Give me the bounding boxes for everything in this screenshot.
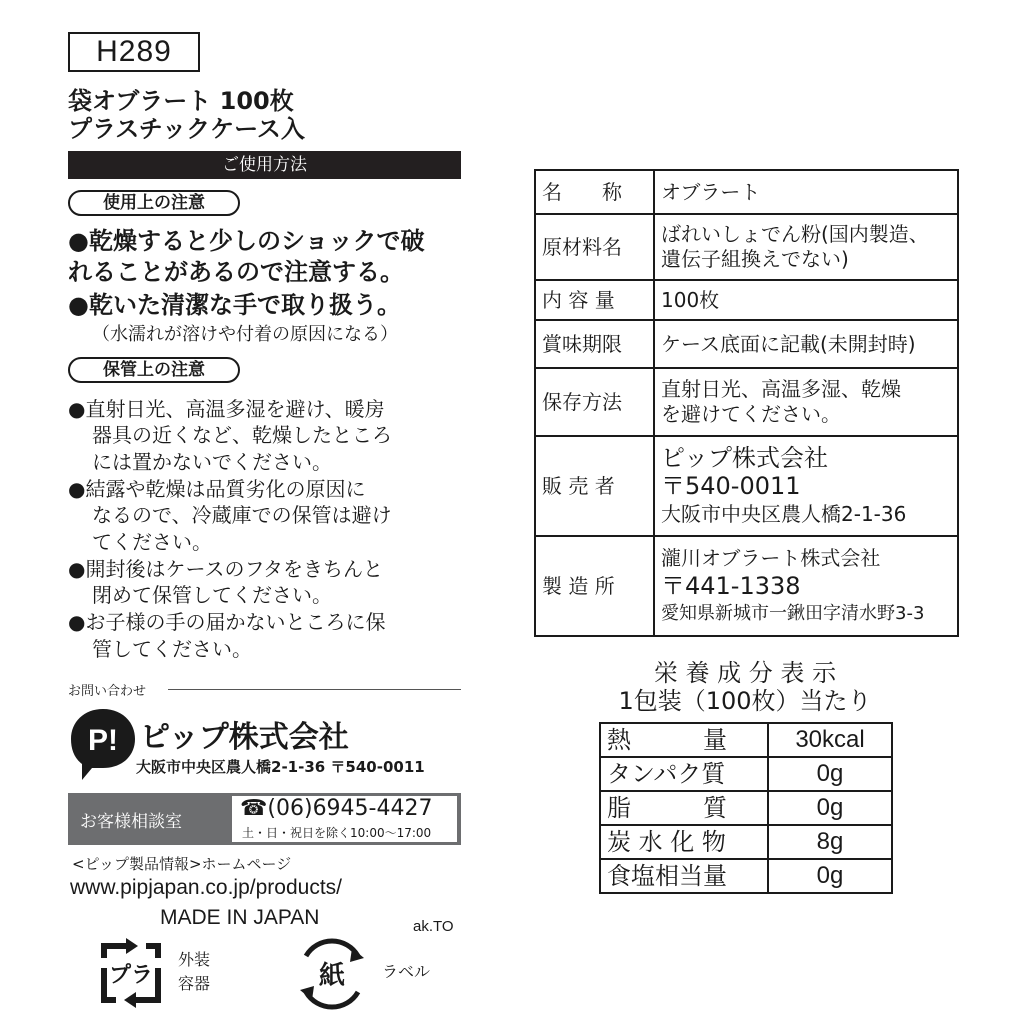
plastic-mark-text: プラ	[108, 963, 154, 988]
nutrient-value: 0g	[768, 757, 892, 791]
product-title-line1: 袋オブラート 100枚	[68, 87, 294, 115]
storage-line: てください。	[92, 530, 212, 554]
web-url[interactable]: www.pipjapan.co.jp/products/	[70, 876, 342, 899]
info-label: 名 称	[535, 170, 654, 214]
print-code: ak.TO	[413, 918, 454, 935]
storage-line: なるので、冷蔵庫での保管は避け	[92, 503, 392, 527]
storage-line: 閉めて保管してください。	[92, 583, 332, 607]
contact-company: ピップ株式会社	[140, 720, 349, 755]
nutrient-value: 30kcal	[768, 723, 892, 757]
pip-logo-text: P!	[88, 724, 118, 757]
table-row	[535, 280, 958, 320]
made-in: MADE IN JAPAN	[160, 906, 320, 929]
storage-line: ●直射日光、高温多湿を避け、暖房	[68, 397, 385, 421]
contact-divider	[168, 689, 461, 690]
info-value: オブラート	[654, 170, 958, 214]
info-value: ケース底面に記載(未開封時)	[654, 320, 958, 368]
info-label: 販 売 者	[535, 436, 654, 536]
nutrient-name: タンパク質	[600, 757, 768, 791]
web-label: <ピップ製品情報>ホームページ	[72, 855, 292, 873]
usage-bullet-2-note: （水濡れが溶けや付着の原因になる）	[92, 324, 398, 345]
table-row	[535, 170, 958, 214]
nutrient-name: 食塩相当量	[600, 859, 768, 893]
storage-line: 管してください。	[92, 637, 252, 661]
table-row	[535, 536, 958, 636]
storage-line: 器具の近くなど、乾燥したところ	[92, 423, 392, 447]
support-phone: ☎(06)6945-4427	[240, 796, 433, 821]
info-value: ばれいしょでん粉(国内製造、 遺伝子組換えでない)	[654, 214, 958, 280]
paper-label: ラベル	[382, 962, 431, 981]
storage-notes-label: 保管上の注意	[68, 357, 240, 383]
table-row	[535, 214, 958, 280]
nutrition-title: 栄 養 成 分 表 示	[653, 659, 837, 687]
table-row	[535, 436, 958, 536]
table-row	[535, 368, 958, 436]
storage-line: ●お子様の手の届かないところに保	[68, 610, 386, 634]
info-label: 保存方法	[535, 368, 654, 436]
nutrient-name: 脂 質	[600, 791, 768, 825]
product-title-line2: プラスチックケース入	[68, 115, 305, 143]
contact-address: 大阪市中央区農人橋2-1-36 〒540-0011	[136, 758, 425, 776]
table-row	[600, 723, 892, 757]
nutrient-value: 0g	[768, 859, 892, 893]
product-info-table	[534, 169, 959, 637]
info-value: 瀧川オブラート株式会社 〒441-1338 愛知県新城市一鍬田字清水野3-3	[654, 536, 958, 636]
nutrition-table	[599, 722, 893, 894]
table-row	[600, 859, 892, 893]
info-value: 100枚	[654, 280, 958, 320]
contact-label: お問い合わせ	[68, 684, 147, 699]
plastic-recycle-icon	[96, 938, 166, 1010]
plastic-label-1: 外装	[178, 950, 211, 969]
storage-line: ●結露や乾燥は品質劣化の原因に	[68, 477, 366, 501]
pip-logo-icon	[68, 706, 138, 780]
storage-line: には置かないでください。	[92, 450, 332, 474]
paper-mark-text: 紙	[318, 961, 346, 991]
nutrient-name: 熱 量	[600, 723, 768, 757]
nutrient-value: 8g	[768, 825, 892, 859]
paper-recycle-icon	[292, 936, 372, 1012]
support-label: お客様相談室	[80, 812, 182, 832]
table-row	[600, 825, 892, 859]
info-label: 賞味期限	[535, 320, 654, 368]
table-row	[600, 757, 892, 791]
info-label: 内 容 量	[535, 280, 654, 320]
usage-notes-label: 使用上の注意	[68, 190, 240, 216]
nutrition-subtitle: 1包装（100枚）当たり	[618, 687, 872, 715]
usage-bullet-1-line1: ●乾燥すると少しのショックで破	[68, 227, 425, 255]
info-value: 直射日光、高温多湿、乾燥 を避けてください。	[654, 368, 958, 436]
table-row	[535, 320, 958, 368]
usage-bullet-1-line2: れることがあるので注意する。	[68, 258, 404, 286]
storage-line: ●開封後はケースのフタをきちんと	[68, 557, 384, 581]
info-label: 原材料名	[535, 214, 654, 280]
nutrient-value: 0g	[768, 791, 892, 825]
usage-bullet-2: ●乾いた清潔な手で取り扱う。	[68, 291, 401, 319]
usage-header: ご使用方法	[68, 151, 461, 179]
product-code: H289	[68, 32, 200, 72]
info-value: ピップ株式会社 〒540-0011 大阪市中央区農人橋2-1-36	[654, 436, 958, 536]
plastic-label-2: 容器	[178, 974, 211, 993]
info-label: 製 造 所	[535, 536, 654, 636]
nutrient-name: 炭 水 化 物	[600, 825, 768, 859]
table-row	[600, 791, 892, 825]
support-hours: 土・日・祝日を除く10:00〜17:00	[242, 826, 432, 840]
